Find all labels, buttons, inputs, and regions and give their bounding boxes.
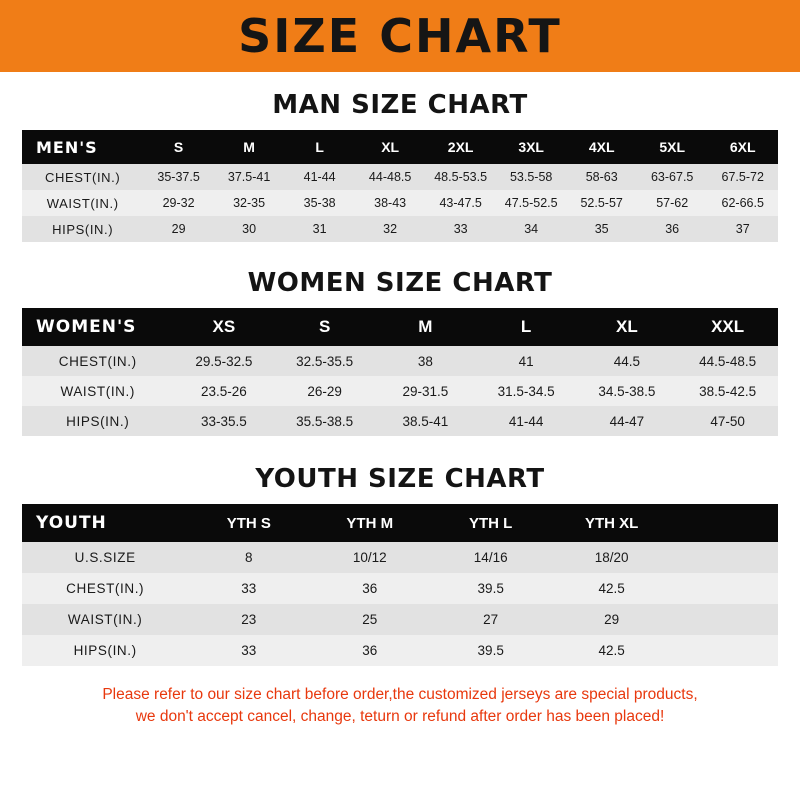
header-band: [0, 0, 800, 72]
cell: 57-62: [637, 190, 708, 216]
youth-section-title: YOUTH SIZE CHART: [255, 464, 545, 494]
cell: 27: [430, 604, 551, 635]
cell-spacer: [672, 635, 778, 666]
row-label: CHEST(IN.): [22, 573, 188, 604]
row-label: U.S.SIZE: [22, 542, 188, 573]
cell: 33: [188, 573, 309, 604]
women-section-title: WOMEN SIZE CHART: [247, 268, 553, 298]
column-header: 6XL: [707, 130, 778, 164]
column-header: XL: [355, 130, 426, 164]
column-header: WOMEN'S: [22, 308, 173, 346]
row-label: HIPS(IN.): [22, 216, 143, 242]
cell: 29.5-32.5: [173, 346, 274, 376]
cell: 29-32: [143, 190, 214, 216]
cell: 32.5-35.5: [274, 346, 375, 376]
cell-spacer: [672, 573, 778, 604]
row-label: HIPS(IN.): [22, 406, 173, 436]
table-row: [22, 635, 778, 666]
cell: 37.5-41: [214, 164, 285, 190]
column-header: 5XL: [637, 130, 708, 164]
cell: 29-31.5: [375, 376, 476, 406]
table-row: [22, 542, 778, 573]
cell: 38: [375, 346, 476, 376]
cell: 29: [551, 604, 672, 635]
cell: 23.5-26: [173, 376, 274, 406]
cell: 34.5-38.5: [576, 376, 677, 406]
note-line-1: Please refer to our size chart before order,the customized jerseys are special products,: [102, 686, 698, 703]
column-header: XXL: [677, 308, 778, 346]
column-header: S: [274, 308, 375, 346]
column-header: XS: [173, 308, 274, 346]
column-header: YOUTH: [22, 504, 188, 542]
cell: 38.5-42.5: [677, 376, 778, 406]
table-row: [22, 216, 778, 242]
cell: 48.5-53.5: [425, 164, 496, 190]
cell: 47.5-52.5: [496, 190, 567, 216]
table-row: [22, 376, 778, 406]
cell: 32: [355, 216, 426, 242]
cell-spacer: [672, 604, 778, 635]
column-header: S: [143, 130, 214, 164]
cell: 36: [309, 573, 430, 604]
row-label: CHEST(IN.): [22, 164, 143, 190]
cell: 41: [476, 346, 577, 376]
cell: 38-43: [355, 190, 426, 216]
column-header: 4XL: [566, 130, 637, 164]
cell: 42.5: [551, 573, 672, 604]
column-header: YTH XL: [551, 504, 672, 542]
cell: 18/20: [551, 542, 672, 573]
cell: 33-35.5: [173, 406, 274, 436]
cell: 47-50: [677, 406, 778, 436]
youth-size-table: [22, 504, 778, 666]
cell: 35-38: [284, 190, 355, 216]
table-row: [22, 190, 778, 216]
cell: 35.5-38.5: [274, 406, 375, 436]
cell: 44-48.5: [355, 164, 426, 190]
column-header: 2XL: [425, 130, 496, 164]
cell: 58-63: [566, 164, 637, 190]
cell: 44.5-48.5: [677, 346, 778, 376]
cell: 39.5: [430, 573, 551, 604]
table-row: [22, 604, 778, 635]
man-size-table: [22, 130, 778, 242]
column-header-spacer: [672, 504, 778, 542]
content-area: [0, 90, 800, 729]
row-label: WAIST(IN.): [22, 376, 173, 406]
cell: 33: [188, 635, 309, 666]
cell: 41-44: [284, 164, 355, 190]
cell: 34: [496, 216, 567, 242]
cell: 30: [214, 216, 285, 242]
table-row: [22, 573, 778, 604]
cell: 36: [637, 216, 708, 242]
cell: 67.5-72: [707, 164, 778, 190]
row-label: HIPS(IN.): [22, 635, 188, 666]
column-header: YTH L: [430, 504, 551, 542]
cell: 31: [284, 216, 355, 242]
table-header-row: [22, 504, 778, 542]
column-header: YTH M: [309, 504, 430, 542]
cell: 35-37.5: [143, 164, 214, 190]
table-row: [22, 406, 778, 436]
cell-spacer: [672, 542, 778, 573]
cell: 32-35: [214, 190, 285, 216]
cell: 8: [188, 542, 309, 573]
row-label: CHEST(IN.): [22, 346, 173, 376]
man-section-title: MAN SIZE CHART: [272, 90, 528, 120]
cell: 37: [707, 216, 778, 242]
table-header-row: [22, 308, 778, 346]
cell: 44.5: [576, 346, 677, 376]
cell: 62-66.5: [707, 190, 778, 216]
cell: 42.5: [551, 635, 672, 666]
cell: 52.5-57: [566, 190, 637, 216]
table-row: [22, 346, 778, 376]
column-header: M: [375, 308, 476, 346]
cell: 38.5-41: [375, 406, 476, 436]
column-header: 3XL: [496, 130, 567, 164]
table-row: [22, 164, 778, 190]
cell: 29: [143, 216, 214, 242]
cell: 39.5: [430, 635, 551, 666]
column-header: XL: [576, 308, 677, 346]
column-header: L: [284, 130, 355, 164]
cell: 10/12: [309, 542, 430, 573]
cell: 14/16: [430, 542, 551, 573]
cell: 35: [566, 216, 637, 242]
cell: 41-44: [476, 406, 577, 436]
cell: 31.5-34.5: [476, 376, 577, 406]
row-label: WAIST(IN.): [22, 190, 143, 216]
cell: 36: [309, 635, 430, 666]
column-header: M: [214, 130, 285, 164]
note-line-2: we don't accept cancel, change, teturn or refund after order has been placed!: [135, 708, 665, 726]
table-header-row: [22, 130, 778, 164]
cell: 33: [425, 216, 496, 242]
column-header: YTH S: [188, 504, 309, 542]
cell: 43-47.5: [425, 190, 496, 216]
cell: 63-67.5: [637, 164, 708, 190]
women-size-table: [22, 308, 778, 436]
cell: 44-47: [576, 406, 677, 436]
row-label: WAIST(IN.): [22, 604, 188, 635]
cell: 53.5-58: [496, 164, 567, 190]
order-policy-note: [22, 684, 778, 729]
column-header: L: [476, 308, 577, 346]
page-title: SIZE CHART: [238, 9, 562, 63]
column-header: MEN'S: [22, 130, 143, 164]
cell: 23: [188, 604, 309, 635]
cell: 25: [309, 604, 430, 635]
cell: 26-29: [274, 376, 375, 406]
